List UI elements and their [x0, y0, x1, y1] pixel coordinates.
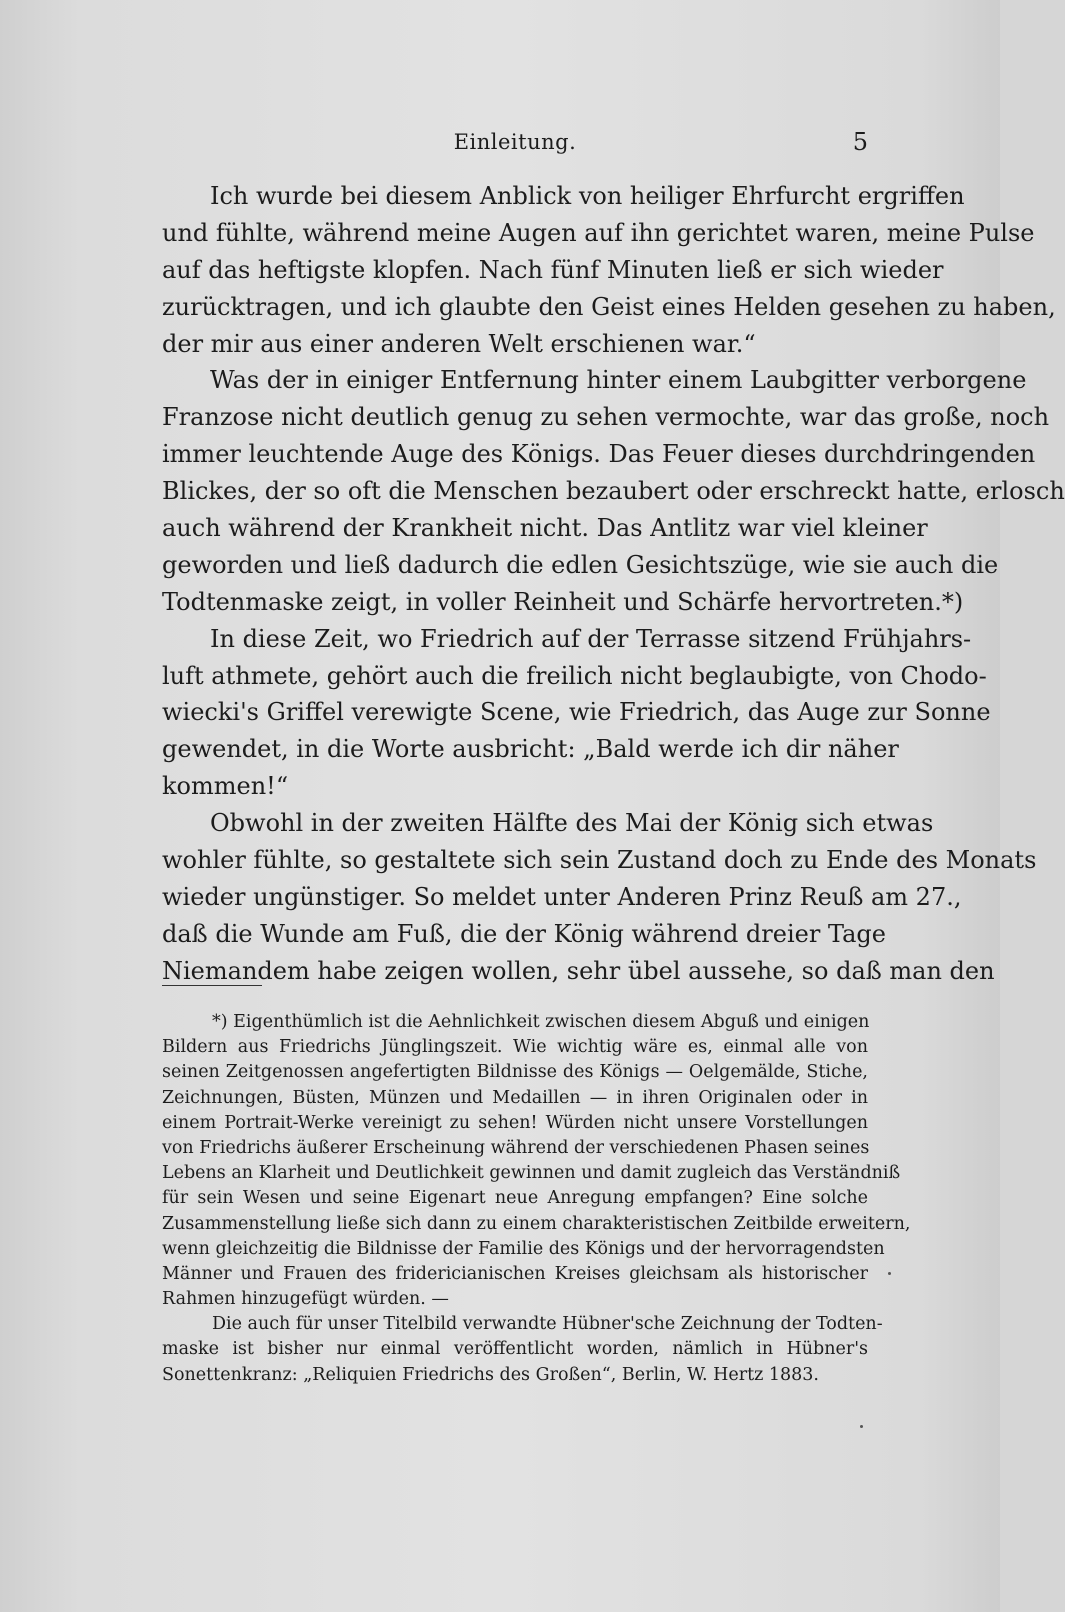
text-line: Franzose nicht deutlich genug zu sehen vermochte, war das große, noch	[162, 403, 1050, 432]
main-text	[162, 178, 1065, 990]
footnote-line: Lebens an Klarheit und Deutlichkeit gewinnen und damit zugleich das Verständniß	[162, 1163, 901, 1184]
text-line: kommen!“	[162, 772, 289, 801]
text-line: Todtenmaske zeigt, in voller Reinheit und Schärfe hervortreten.*)	[162, 587, 964, 616]
footnote-line: für sein Wesen und seine Eigenart neue Anregung empfangen? Eine solche	[162, 1188, 868, 1209]
footnote-line: einem Portrait-Werke vereinigt zu sehen! Würden nicht unsere Vorstellungen	[162, 1112, 868, 1133]
running-header	[162, 130, 868, 160]
text-line: Niemandem habe zeigen wollen, sehr übel aussehe, so daß man den	[162, 956, 995, 985]
text-line: auf das heftigste klopfen. Nach fünf Minuten ließ er sich wieder	[162, 255, 944, 284]
footnote-line: Männer und Frauen des fridericianischen Kreises gleichsam als historischer	[162, 1263, 868, 1284]
text-line: wohler fühlte, so gestaltete sich sein Zustand doch zu Ende des Monats	[162, 846, 1037, 875]
footnotes	[162, 1010, 911, 1388]
text-line: zurücktragen, und ich glaubte den Geist eines Helden gesehen zu haben,	[162, 292, 1056, 321]
text-line: Ich wurde bei diesem Anblick von heiliger Ehrfurcht ergriffen	[210, 182, 965, 210]
text-line: geworden und ließ dadurch die edlen Gesichtszüge, wie sie auch die	[162, 550, 999, 579]
paper-speck	[888, 1272, 891, 1275]
paper-speck	[860, 1425, 863, 1428]
text-line: luft athmete, gehört auch die freilich nicht beglaubigte, von Chodo-	[162, 661, 987, 690]
text-line: gewendet, in die Worte ausbricht: „Bald werde ich dir näher	[162, 735, 899, 764]
footnote-line: Die auch für unser Titelbild verwandte Hübner'sche Zeichnung der Todten-	[212, 1314, 883, 1335]
footnote-line: seinen Zeitgenossen angefertigten Bildnisse des Königs — Oelgemälde, Stiche,	[162, 1062, 868, 1083]
chapter-title: Einleitung.	[453, 130, 577, 154]
footnote-line: maske ist bisher nur einmal veröffentlicht worden, nämlich in Hübner's	[162, 1339, 868, 1360]
text-line: daß die Wunde am Fuß, die der König während dreier Tage	[162, 919, 886, 948]
footnote-line: *) Eigenthümlich ist die Aehnlichkeit zwischen diesem Abguß und einigen	[212, 1012, 870, 1032]
text-line: wiecki's Griffel verewigte Scene, wie Friedrich, das Auge zur Sonne	[162, 698, 991, 727]
text-line: In diese Zeit, wo Friedrich auf der Terrasse sitzend Frühjahrs-	[210, 624, 972, 653]
page-number: 5	[852, 128, 868, 156]
text-line: Obwohl in der zweiten Hälfte des Mai der König sich etwas	[210, 809, 934, 838]
text-line: wieder ungünstiger. So meldet unter Anderen Prinz Reuß am 27.,	[162, 882, 962, 911]
text-line: immer leuchtende Auge des Königs. Das Feuer dieses durchdringenden	[162, 440, 1036, 469]
footnote-line: Bildern aus Friedrichs Jünglingszeit. Wie wichtig wäre es, einmal alle von	[162, 1037, 868, 1058]
text-line: und fühlte, während meine Augen auf ihn gerichtet waren, meine Pulse	[162, 218, 1035, 247]
footnote-line: Sonettenkranz: „Reliquien Friedrichs des Großen“, Berlin, W. Hertz 1883.	[162, 1364, 819, 1385]
footnote-divider	[162, 985, 262, 986]
footnote-line: Rahmen hinzugefügt würden. —	[162, 1289, 449, 1310]
text-line: Was der in einiger Entfernung hinter einem Laubgitter verborgene	[210, 366, 1027, 395]
footnote-line: Zusammenstellung ließe sich dann zu einem charakteristischen Zeitbilde erweitern,	[162, 1213, 911, 1234]
footnote-line: Zeichnungen, Büsten, Münzen und Medaillen — in ihren Originalen oder in	[162, 1087, 868, 1108]
text-line: Blickes, der so oft die Menschen bezaubert oder erschreckt hatte, erlosch	[162, 477, 1065, 506]
text-line: auch während der Krankheit nicht. Das Antlitz war viel kleiner	[162, 514, 928, 543]
footnote-line: von Friedrichs äußerer Erscheinung während der verschiedenen Phasen seines	[162, 1137, 870, 1158]
text-line: der mir aus einer anderen Welt erschienen war.“	[162, 329, 756, 358]
footnote-line: wenn gleichzeitig die Bildnisse der Familie des Königs und der hervorragendsten	[162, 1238, 885, 1259]
